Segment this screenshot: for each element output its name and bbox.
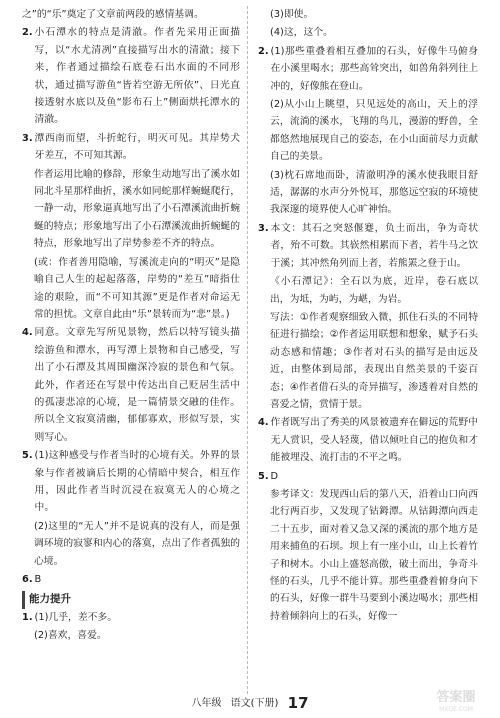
item-number: 3.: [22, 132, 33, 144]
column-divider: [247, 6, 248, 694]
answer-item-2: [22, 24, 240, 128]
item-number: 4.: [22, 327, 33, 339]
item-text: 潭西南而望，斗折蛇行，明灭可见。其岸势犬牙差互，不可知其源。: [34, 132, 240, 162]
item-1-sub-3: (3)即使。: [270, 9, 314, 20]
item-number: 4.: [258, 417, 269, 429]
item-1-sub-4: (4)这，这个。: [270, 27, 333, 39]
item-text: B: [34, 574, 42, 585]
item-1-sub-2: (2)喜欢，喜爱。: [34, 630, 107, 642]
item-text: 小石潭水的特点是清澈。作者先采用正面描写，以“水尤清冽”直接描写出水的清澈；接下来，作者通过描绘石底卷石出水面的不同形状，通过描写游鱼“皆若空游无所依”、日光直接透射水底以及鱼“影布石上”侧面烘托潭水的清澈。: [34, 27, 240, 126]
item-5-translation: 参考译文：发现西山后的第八天，沿着山口向西北行两百步，又发现了钴鉧潭。从钴鉧潭向西走二十五步，面对着又急又深的溪流的那个地方是用来捕鱼的石坝。坝上有一座小山，山上长着竹子和树木。小山上盛怒高傲，破土而出，争奇斗怪的石头，几乎不能计算。那些重叠着俯身向下的石头，好像一群牛马要到小溪边喝水；那些相持着倾斜向上的石头，好像一: [270, 488, 478, 622]
answer-item-4: [258, 414, 478, 466]
item-2-sub: (3)枕石席地而卧，清澈明净的溪水使我眼目舒适，潺潺的水声分外悦耳，那悠远空寂的环境使我深邃的境界使人心旷神怡。: [270, 169, 478, 216]
item-text: (1)这种感受与作者当时的心境有关。外界的景象与作者被谪后长期的心情暗中契合，相互作用，因此作者当时沉浸在寂寞无人的心境之中。: [34, 450, 240, 514]
answer-item-1: [22, 609, 240, 626]
answer-item-4: [22, 324, 240, 446]
footer-grade: 八年级: [191, 698, 222, 709]
answer-item-2: [258, 43, 478, 95]
item-text: 作者既写出了秀美的风景被遗弃在僻远的荒野中无人赏识，受人轻蔑，借以倾吐自己的抱负和才能被埋没、流打击的不平之鸣。: [270, 417, 478, 464]
item-3-paragraph: 作者运用比喻的修辞，形象生动地写出了溪水如同北斗星那样曲折，溪水如同蛇那样蜿蜒爬行，一静一动，形象逼真地写出了小石潭溪流曲折蜿蜒的特点；形象地写出了小石潭溪流曲折蜿蜒的特点，形象地写出了岸势参差不齐的特点。: [34, 168, 240, 250]
item-3-paragraph: 写法：①作者观察细致入微，抓住石头的不同特征进行描绘；②作者运用联想和想象，赋予石头动态感和情趣；③作者对石头的描写是由远及近，由整体到局部，表现出自然美景的千姿百态；④作者借石头的奇异描写，渗透着对自然的喜爱之情，赏情于景。: [270, 311, 478, 410]
footer-subject: 语文(下册): [230, 698, 279, 709]
watermark-subtext: MXQE.COM: [439, 706, 473, 713]
intro-text: 之”的“乐”奠定了文章前两段的感情基调。: [22, 9, 204, 20]
item-text: 同意。文章先写所见景物，然后以特写镜头描绘游鱼和潭水，再写潭上景物和自己感受，写出了小石潭及其周围幽深冷寂的景色和气氛。此外，作者还在写景中传达出自己贬居生活中的孤凄悲凉的心境，是一篇情景交融的佳作。所以全文寂寞清幽，郁郁寡欢，形似写景，实则写心。: [34, 327, 240, 443]
watermark-text: 答案圈: [436, 690, 476, 705]
watermark-logo: [420, 686, 492, 714]
section-heading: 能力提升: [22, 591, 240, 608]
item-number: 3.: [258, 222, 269, 234]
answer-item-6: [22, 571, 240, 588]
item-number: 5.: [22, 450, 33, 462]
item-text: D: [270, 470, 279, 482]
answer-item-3: [258, 220, 478, 272]
answer-intro-line: [22, 6, 240, 23]
answer-item-5: [22, 447, 240, 517]
answer-item-5: [258, 468, 478, 485]
item-3-paragraph: (或：作者善用隐喻，写溪流走向的“明灭”是隐喻自己人生的起起落落，岸势的“差互”暗指仕途的艰险，而“不可知其源”更是作者对命运无常的担忧。文章自此由“乐”景转而为“悲”景。): [34, 256, 240, 320]
item-number: 5.: [258, 470, 269, 482]
item-text: (1)几乎，差不多。: [34, 611, 118, 623]
answer-item-3: [22, 130, 240, 165]
item-number: 6.: [22, 574, 33, 585]
item-number: 2.: [258, 45, 269, 57]
item-5-sub-2: (2)这里的“无人”并不是说真的没有人，而是强调环境的寂寥和内心的落寞，点出了作者孤独的心境。: [34, 520, 240, 567]
item-3-paragraph: 《小石潭记》：全石以为底，近岸，卷石底以出，为坻，为屿，为嵁，为岩。: [270, 276, 478, 305]
item-number: 2.: [22, 27, 33, 39]
left-column: [22, 6, 240, 646]
item-2-sub: (2)从小山上眺望，只见远处的高山，天上的浮云，流淌的溪水，飞翔的鸟儿，漫游的野兽，全都悠然地展现自己的姿态，在小山面前尽力贡献自己的美景。: [270, 99, 478, 163]
item-text: (1)那些重叠着相互叠加的石头，好像牛马俯身在小溪里喝水；那些高耸突出，如兽角斜列往上冲的，好像熊在登山。: [270, 45, 478, 92]
page-number: 17: [287, 694, 309, 712]
right-column: [258, 6, 478, 626]
item-number: 1.: [22, 611, 33, 623]
item-text: 本文：其石之突怒偃蹇，负土而出，争为奇状者，殆不可数。其嵚然相累而下者，若牛马之饮于溪；其冲然角列而上者，若熊罴之登于山。: [270, 222, 478, 269]
